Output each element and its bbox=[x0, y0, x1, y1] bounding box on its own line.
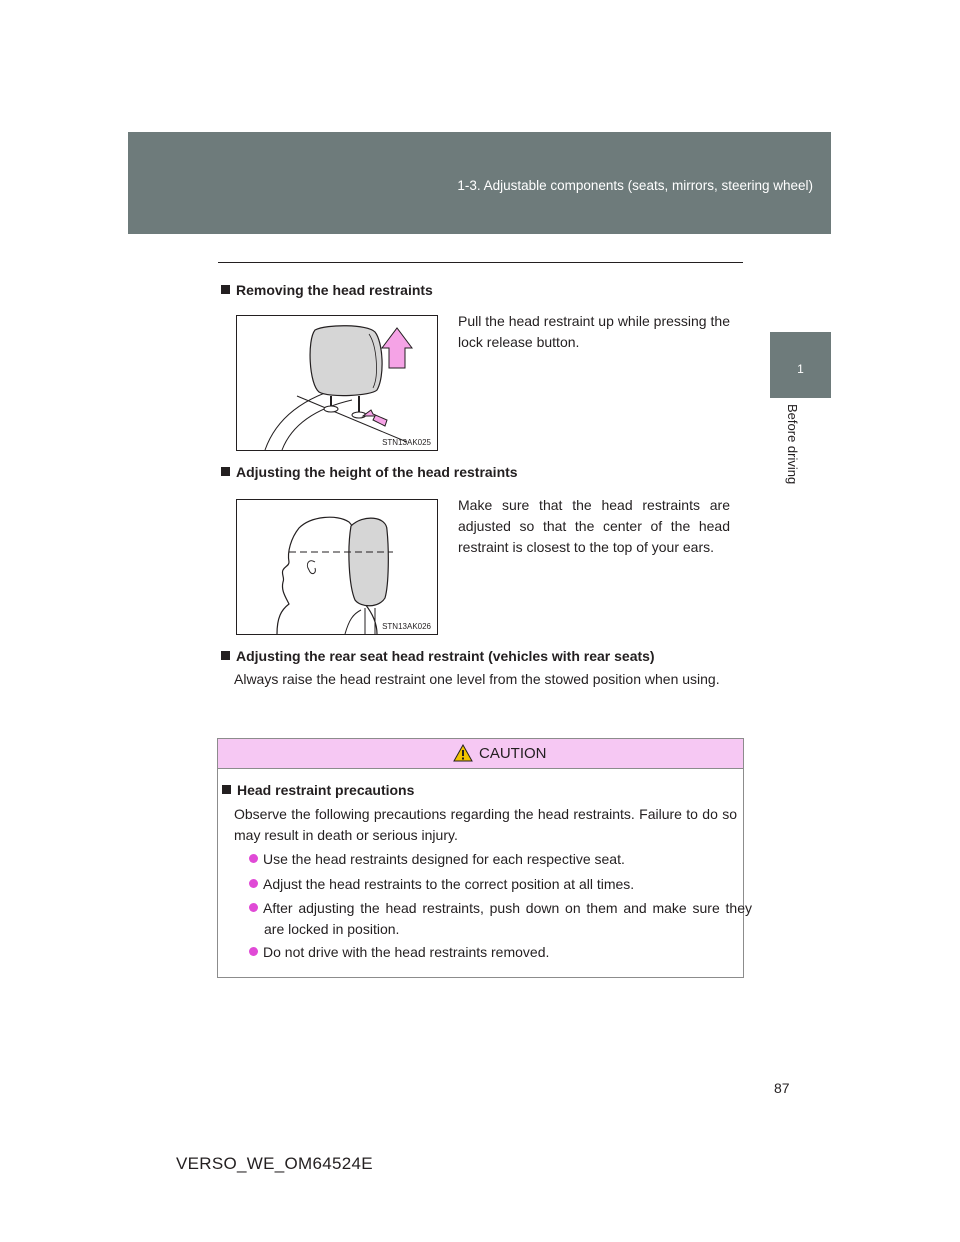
head-height-illustration bbox=[237, 500, 437, 634]
document-code: VERSO_WE_OM64524E bbox=[176, 1154, 373, 1173]
chapter-label-text: Before driving bbox=[785, 404, 800, 485]
chapter-label bbox=[786, 404, 800, 496]
page-number: 87 bbox=[774, 1080, 790, 1096]
figure-head-restraint-height bbox=[236, 499, 438, 635]
caution-bullet: After adjusting the head restraints, push down on them and make sure they are locked in position. bbox=[249, 898, 752, 940]
caution-box bbox=[217, 738, 752, 978]
figure-remove-head-restraint bbox=[236, 315, 438, 451]
caution-title: CAUTION bbox=[479, 745, 547, 762]
top-rule bbox=[218, 262, 743, 263]
square-bullet-icon bbox=[221, 467, 230, 476]
section-heading-removing: Removing the head restraints bbox=[221, 282, 433, 298]
header-band bbox=[128, 132, 831, 234]
caution-bullet: Use the head restraints designed for each respective seat. bbox=[249, 849, 737, 870]
figure-code: STN13AK026 bbox=[382, 622, 431, 631]
section-text-removing: Pull the head restraint up while pressing the lock release button. bbox=[458, 313, 730, 350]
caution-header bbox=[218, 739, 743, 769]
section-heading-rear-seat: Adjusting the rear seat head restraint (vehicles with rear seats) bbox=[221, 648, 655, 664]
square-bullet-icon bbox=[221, 285, 230, 294]
dot-bullet-icon bbox=[249, 879, 258, 888]
dot-bullet-icon bbox=[249, 947, 258, 956]
caution-bullet: Do not drive with the head restraints removed. bbox=[249, 942, 737, 963]
section-heading-height: Adjusting the height of the head restraints bbox=[221, 464, 518, 480]
warning-triangle-icon bbox=[453, 744, 473, 762]
chapter-number: 1 bbox=[797, 362, 804, 376]
caution-intro: Observe the following precautions regarding the head restraints. Failure to do so may result in death or serious injury. bbox=[234, 806, 737, 843]
square-bullet-icon bbox=[222, 785, 231, 794]
section-title: 1-3. Adjustable components (seats, mirrors, steering wheel) bbox=[457, 178, 813, 193]
head-restraint-removal-illustration bbox=[237, 316, 437, 450]
square-bullet-icon bbox=[221, 651, 230, 660]
dot-bullet-icon bbox=[249, 903, 258, 912]
chapter-tab bbox=[770, 332, 831, 398]
caution-bullet: Adjust the head restraints to the correct position at all times. bbox=[249, 874, 737, 895]
section-text-rear-seat: Always raise the head restraint one level from the stowed position when using. bbox=[234, 671, 720, 687]
figure-code: STN13AK025 bbox=[382, 438, 431, 447]
caution-heading: Head restraint precautions bbox=[222, 782, 414, 798]
dot-bullet-icon bbox=[249, 854, 258, 863]
section-text-height: Make sure that the head restraints are adjusted so that the center of the head restraint is closest to the top of your ears. bbox=[458, 497, 730, 555]
